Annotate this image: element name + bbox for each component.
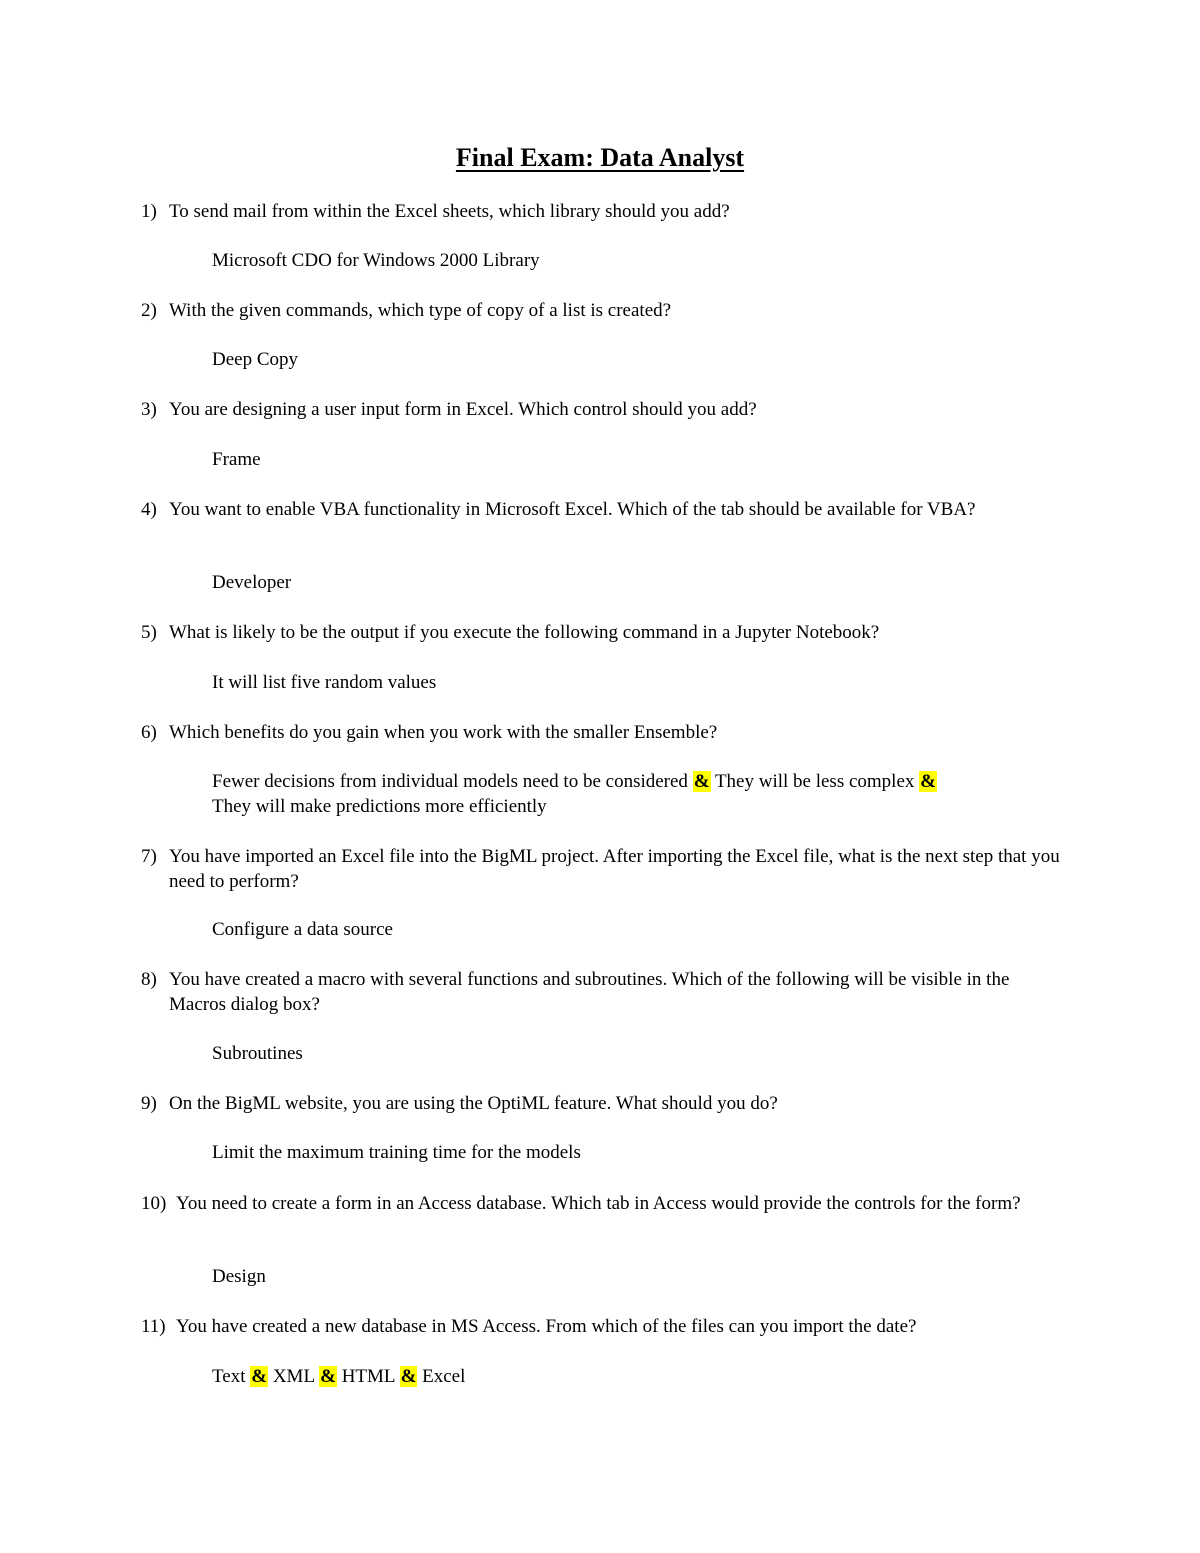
question-text: To send mail from within the Excel sheets, which library should you add? <box>169 201 730 222</box>
answer-1: Microsoft CDO for Windows 2000 Library <box>212 250 540 271</box>
ampersand-highlight: & <box>251 1366 268 1387</box>
question-text: On the BigML website, you are using the OptiML feature. What should you do? <box>169 1093 778 1114</box>
question-text: Which benefits do you gain when you work with the smaller Ensemble? <box>169 722 718 743</box>
question-number: 2) <box>141 300 157 321</box>
question-number: 6) <box>141 722 157 743</box>
question-number: 3) <box>141 399 157 420</box>
question-text: You have created a macro with several functions and subroutines. Which of the following will be visible in the Macros dialog box? <box>169 969 1010 1015</box>
answer-part: They will make predictions more efficiently <box>212 796 547 817</box>
answer-part: Fewer decisions from individual models need to be considered <box>212 771 688 792</box>
question-number: 1) <box>141 201 157 222</box>
answer-part: They will be less complex <box>714 771 915 792</box>
answer-part: Text <box>212 1366 246 1387</box>
question-number: 9) <box>141 1093 157 1114</box>
answer-part: XML <box>272 1366 315 1387</box>
question-number: 11) <box>141 1316 166 1337</box>
ampersand-highlight: & <box>693 771 710 792</box>
page-title: Final Exam: Data Analyst <box>455 143 745 172</box>
question-text: You have imported an Excel file into the BigML project. After importing the Excel file, what is the next step that you need to perform? <box>169 846 1060 892</box>
question-5 <box>141 620 1061 645</box>
ampersand-highlight: & <box>400 1366 417 1387</box>
answer-8: Subroutines <box>212 1043 303 1064</box>
answer-7: Configure a data source <box>212 919 393 940</box>
answer-11 <box>212 1364 1062 1389</box>
answer-10: Design <box>212 1266 266 1287</box>
answer-3: Frame <box>212 449 261 470</box>
answer-4: Developer <box>212 572 292 593</box>
question-number: 8) <box>141 969 157 990</box>
question-9 <box>141 1091 1061 1116</box>
question-number: 7) <box>141 846 157 867</box>
answer-6 <box>212 769 1062 819</box>
answer-part: Excel <box>422 1366 466 1387</box>
answer-2: Deep Copy <box>212 349 299 370</box>
question-1 <box>141 199 1061 224</box>
question-3 <box>141 397 1061 422</box>
question-2 <box>141 298 1061 323</box>
question-6 <box>141 720 1061 745</box>
question-text: What is likely to be the output if you execute the following command in a Jupyter Notebook? <box>169 622 880 643</box>
question-text: With the given commands, which type of copy of a list is created? <box>169 300 672 321</box>
question-7 <box>141 844 1061 894</box>
question-number: 4) <box>141 499 157 520</box>
ampersand-highlight: & <box>320 1366 336 1387</box>
question-text: You have created a new database in MS Access. From which of the files can you import the date? <box>176 1316 917 1337</box>
question-10 <box>141 1191 1061 1216</box>
question-text: You want to enable VBA functionality in Microsoft Excel. Which of the tab should be available for VBA? <box>169 499 976 520</box>
question-text: You need to create a form in an Access database. Which tab in Access would provide the controls for the form? <box>176 1193 1021 1214</box>
answer-5: It will list five random values <box>212 672 437 693</box>
question-4 <box>141 497 1061 522</box>
question-number: 10) <box>141 1193 167 1214</box>
answer-part: HTML <box>341 1366 395 1387</box>
question-number: 5) <box>141 622 157 643</box>
question-text: You are designing a user input form in Excel. Which control should you add? <box>169 399 757 420</box>
question-8 <box>141 967 1061 1017</box>
answer-9: Limit the maximum training time for the models <box>212 1142 581 1163</box>
question-11 <box>141 1314 1061 1339</box>
ampersand-highlight: & <box>920 771 936 792</box>
